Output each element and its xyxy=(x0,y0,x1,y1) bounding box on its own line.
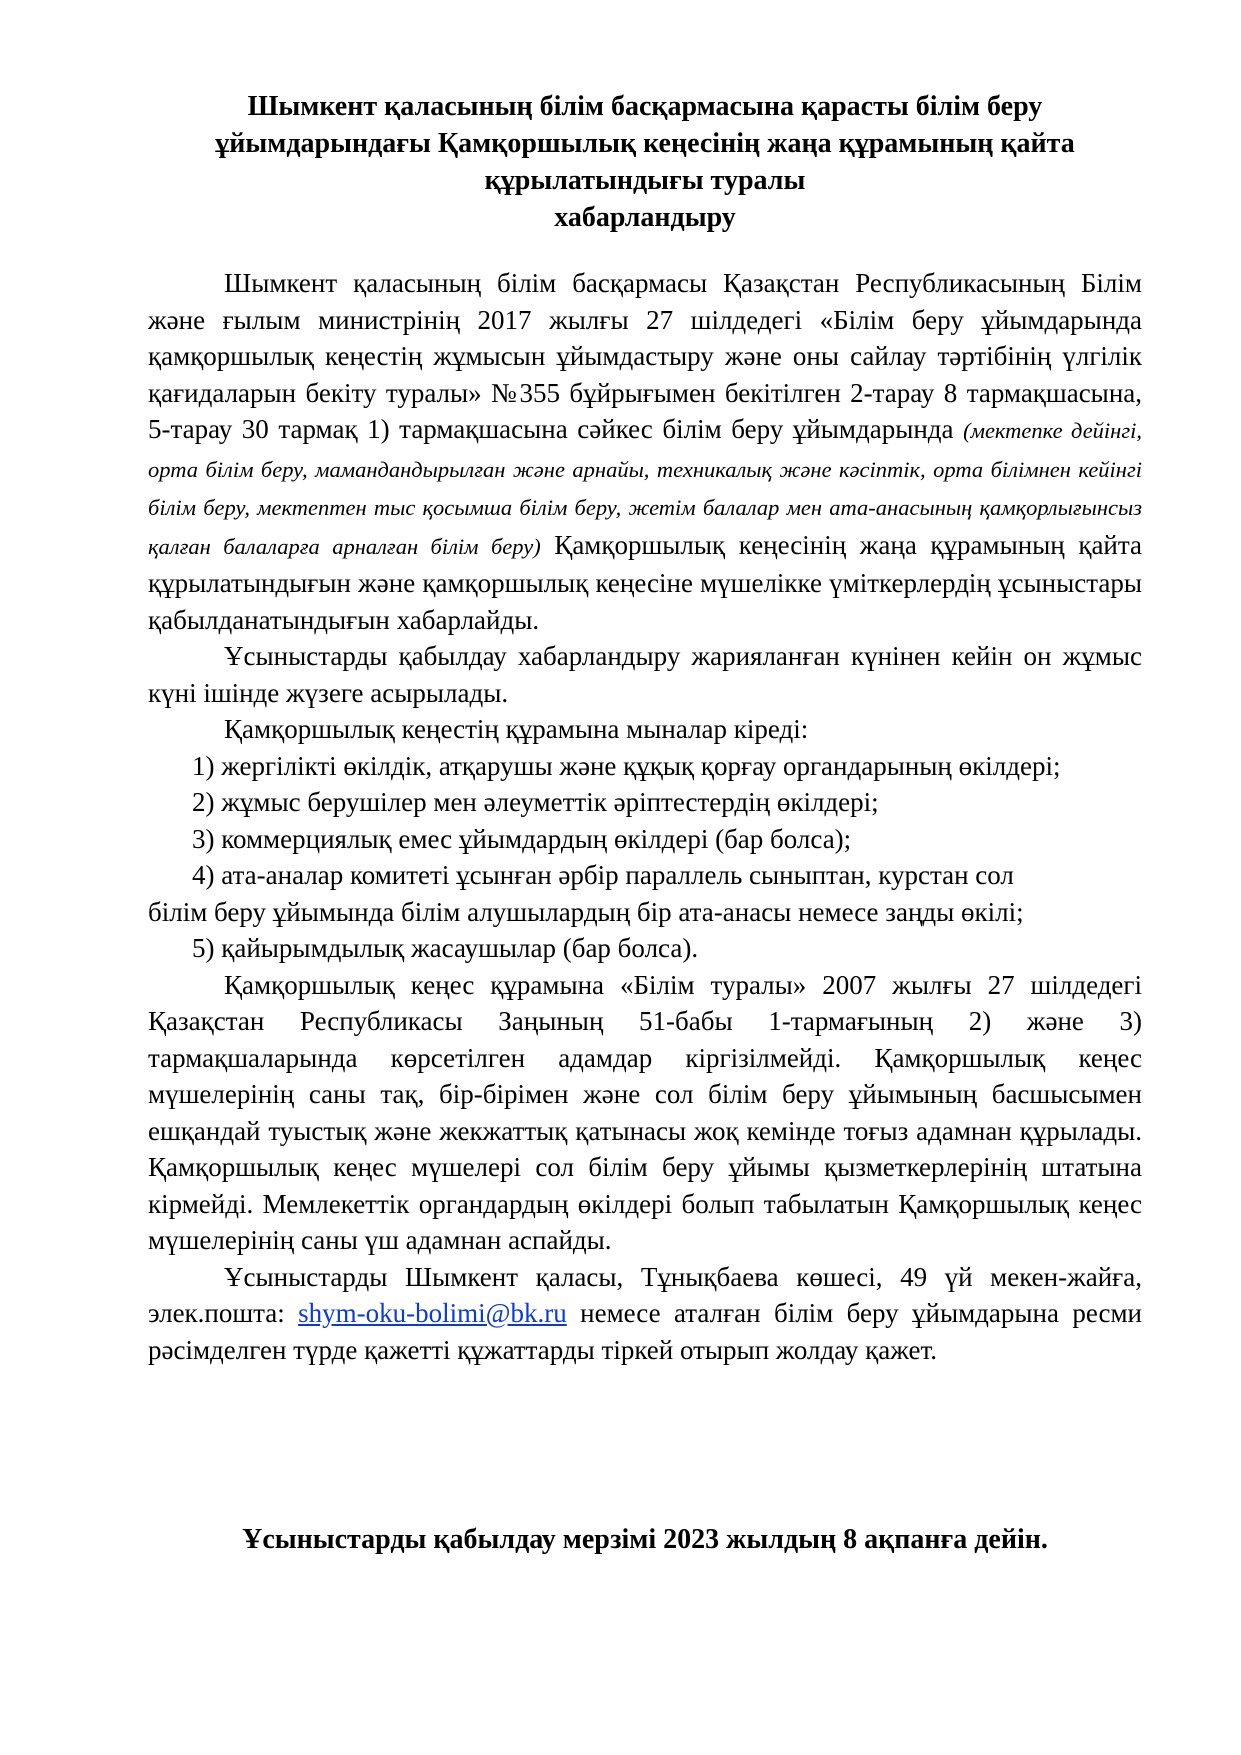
paragraph-announcement-italic: (мектепке дейінгі, орта білім беру, мамандандырылған және арнайы, техникалық және кәсіптік, орта білімнен кейінгі білім беру, мектептен тыс қосымша білім беру, жетім балалар мен ата-анасының қамқорлығынсыз қалған балаларға арналған білім беру) xyxy=(148,418,1142,559)
list-item-continuation: білім беру ұйымында білім алушылардың бір ата-анасы немесе заңды өкілі; xyxy=(148,896,1024,927)
title-line-1: Шымкент қаласының білім басқармасына қарасты білім беру xyxy=(247,91,1043,122)
paragraph-announcement xyxy=(148,265,1142,638)
paragraph-submission-text-a: Ұсыныстарды Шымкент қаласы, Тұнықбаева көшесі, 49 үй мекен-жайға, элек.пошта: xyxy=(148,1261,1142,1328)
title-line-2: ұйымдарындағы Қамқоршылық кеңесінің жаңа құрамының қайта xyxy=(215,128,1075,159)
email-link[interactable]: shym-oku-bolimi@bk.ru xyxy=(298,1298,567,1328)
title-line-4: хабарландыру xyxy=(554,202,736,233)
list-item: 3) коммерциялық емес ұйымдардың өкілдері (бар болса); xyxy=(192,823,852,854)
deadline-notice: Ұсыныстарды қабылдау мерзімі 2023 жылдың 8 ақпанға дейін. xyxy=(242,1524,1048,1555)
paragraph-timing: Ұсыныстарды қабылдау хабарландыру жарияланған күнінен кейін он жұмыс күні ішінде жүзеге асырылады. xyxy=(148,641,1142,708)
paragraph-composition-intro: Қамқоршылық кеңестің құрамына мыналар кіреді: xyxy=(224,714,809,744)
paragraph-exclusions: Қамқоршылық кеңес құрамына «Білім туралы» 2007 жылғы 27 шілдедегі Қазақстан Республикасы Заңының 51-бабы 1-тармағының 2) және 3) тармақшаларында көрсетілген адамдар кіргізілмейді. Қамқоршылық кеңес мүшелерінің саны тақ, бір-бірімен және сол білім беру ұйымының басшысымен ешқандай туыстық және жекжаттық қатынасы жоқ кемінде тоғыз адамнан құрылады. Қамқоршылық кеңес мүшелері сол білім беру ұйымы қызметкерлерінің штатына кірмейді. Мемлекеттік органдардың өкілдері болып табылатын Қамқоршылық кеңес мүшелерінің саны үш адамнан аспайды. xyxy=(148,969,1142,1255)
paragraph-announcement-text-a: Шымкент қаласының білім басқармасы Қазақстан Республикасының Білім және ғылым министрінің 2017 жылғы 27 шілдедегі «Білім беру ұйымдарында қамқоршылық кеңестің жұмысын ұйымдастыру және оны сайлау тәртібінің үлгілік қағидаларын бекіту туралы» №355 бұйрығымен бекітілген 2-тарау 8 тармақшасына, 5-тарау 30 тармақ 1) тармақшасына сәйкес білім беру ұйымдарында xyxy=(148,268,1142,444)
document-body xyxy=(148,265,1142,1368)
document-title xyxy=(148,88,1142,236)
paragraph-submission xyxy=(148,1259,1142,1369)
list-item: 4) ата-аналар комитеті ұсынған әрбір параллель сыныптан, курстан сол xyxy=(192,860,1014,890)
list-item: 1) жергілікті өкілдік, атқарушы және құқық қорғау органдарының өкілдері; xyxy=(192,750,1061,781)
title-line-3: құрылатындығы туралы xyxy=(484,165,806,196)
paragraph-submission-text-b: немесе аталған білім беру ұйымдарына ресми рәсімделген түрде қажетті құжаттарды тіркей отырып жолдау қажет. xyxy=(148,1298,1143,1365)
list-item: 2) жұмыс берушілер мен әлеуметтік әріптестердің өкілдері; xyxy=(192,787,879,817)
list-item: 5) қайырымдылық жасаушылар (бар болса). xyxy=(192,933,699,963)
document-page xyxy=(148,0,1142,1755)
composition-list xyxy=(148,748,1142,967)
paragraph-announcement-text-b: Қамқоршылық кеңесінің жаңа құрамының қайта құрылатындығын және қамқоршылық кеңесіне мүшелікке үміткерлердің ұсыныстары қабылданатындығын хабарлайды. xyxy=(148,529,1142,635)
